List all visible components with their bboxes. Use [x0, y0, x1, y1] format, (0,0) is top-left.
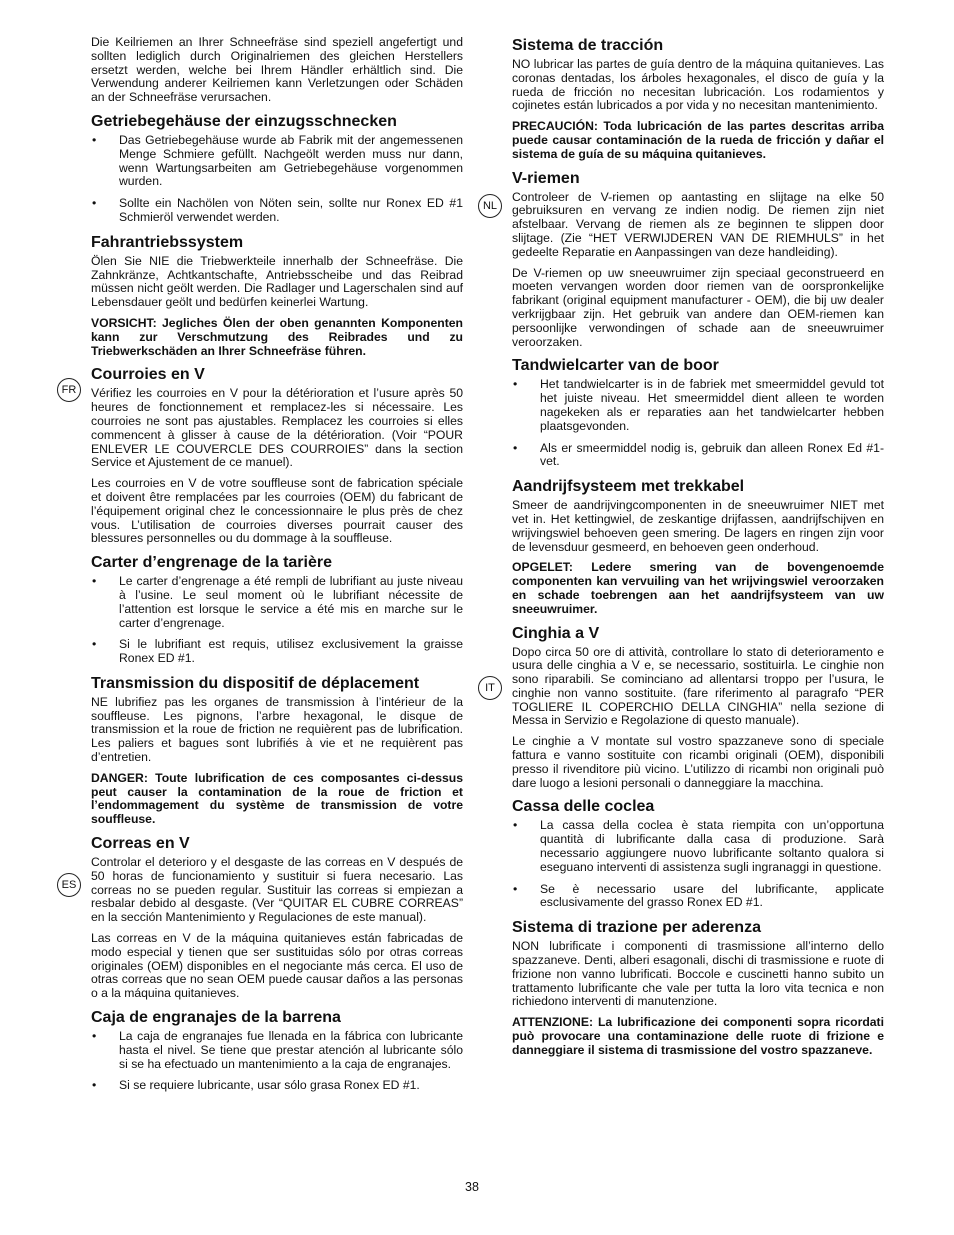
section-es-belts [91, 834, 463, 1001]
section-fr-belts [91, 365, 463, 546]
section-title: Sistema di trazione per aderenza [512, 919, 761, 937]
warning-paragraph: VORSICHT: Jegliches Ölen der oben genannten Komponenten kann zur Verschmutzung des Reibrades und zu Triebwerkschäden an Ihrer Schneefräse führen. [91, 315, 463, 358]
list-item: • Si se requiere lubricante, usar sólo grasa Ronex ED #1. [92, 1078, 420, 1093]
language-badge-nl: NL [478, 194, 502, 218]
paragraph: Le cinghie a V montate sul vostro spazzaneve sono di speciale fattura e vanno sostituite con ricambi originali (OEM), disponibili presso il rivenditore più vicino. L’utilizzo di ricambi non originali può dare luogo a lesioni personali o danneggiare la macchina. [512, 734, 884, 790]
section-title: Carter d’engrenage de la tarière [91, 554, 332, 572]
paragraph: Ölen Sie NIE die Triebwerkteile innerhalb der Schneefräse. Die Zahnkränze, Achtkantschafte, Antriebsscheibe und das Reibrad müssen nicht geölt werden. Die Radlager und Lagerschalen sind auf Lebensdauer geölt und bedürfen keinerlei Wartung. [91, 253, 463, 310]
section-nl-belts [512, 169, 884, 350]
paragraph: NON lubrificate i componenti di trasmissione all’interno dello spazzaneve. Denti, alberi esagonali, dischi di trasmissione e ruote di frizione non vanno lubrificati. Boccole e cuscinetti hanno subito un trattamento lubrificante che vale per tutta la loro vita tecnica e non richiedono interventi di manutenzione. [512, 939, 884, 1009]
section-title: Fahrantriebssystem [91, 233, 244, 251]
paragraph: Controleer de V-riemen op aantasting en slijtage na elke 50 gebruiksuren en vervang ze indien nodig. De riemen zijn niet afstelbaar. Vervang de riemen als ze beginnen te slippen door slijtage. (Zie “HET VERWIJDEREN VAN DE RIEMHULS” in het gedeelte Reparatie en Aanpassingen van deze handleiding). [512, 189, 884, 259]
list-item: • Als er smeermiddel nodig is, gebruik dan alleen Ronex Ed #1-vet. [513, 440, 884, 469]
right-column [512, 36, 884, 1065]
section-fr-gear [91, 553, 463, 666]
bullet-list [91, 1030, 463, 1093]
warning-paragraph: DANGER: Toute lubrification de ces composantes ci-dessus peut causer la contamination de la roue de friction et l’endommagement du système de transmission de votre souffleuse. [91, 770, 463, 827]
warning-paragraph: OPGELET: Ledere smering van de bovengenoemde componenten kan vervuiling van het wrijvingswiel veroorzaken en schade toebrengen aan het aandrijfsysteem van uw sneeuwruimer. [512, 560, 884, 616]
section-title: Getriebegehäuse der einzugsschnecken [91, 112, 397, 130]
section-title: V-riemen [512, 169, 580, 187]
section-title: Cinghia a V [512, 624, 600, 642]
bullet-icon: • [92, 196, 97, 211]
section-it-gear [512, 797, 884, 910]
bullet-list [91, 134, 463, 225]
list-item: • Het tandwielcarter is in de fabriek met smeermiddel gevuld tot het juiste niveau. Het smeermiddel dient alleen te worden nagekeken als er reparaties aan het tandwielcarter hebben plaatsgevonden. [513, 377, 884, 433]
section-es-gear [91, 1008, 463, 1093]
bullet-icon: • [92, 132, 97, 147]
section-title: Cassa delle coclea [512, 798, 655, 816]
paragraph: NE lubrifiez pas les organes de transmission à l’intérieur de la souffleuse. Les pignons, l’arbre hexagonal, le disque de transmission et la roue de friction ne requièrent pas de lubrification. Les paliers et bagues sont lubrifiés à vie et ne requièrent pas d’entretien. [91, 694, 463, 765]
section-nl-drive [512, 477, 884, 616]
section-it-drive [512, 918, 884, 1057]
list-item: • Le carter d’engrenage a été rempli de lubrifiant au juste niveau à l’usine. Le seul moment où le lubrifiant nécessite de l’attention est lorsque le service a été mis en marche sur le carter d’engrenage. [92, 574, 463, 630]
section-title: Transmission du dispositif de déplacement [91, 674, 420, 692]
section-de-drive [91, 233, 463, 359]
section-nl-gear [512, 356, 884, 469]
warning-paragraph: PRECAUCIÓN: Toda lubricación de las partes descritas arriba puede causar contaminación de la rueda de fricción y dañar el sistema de guía de su máquina quitanieves. [512, 119, 884, 161]
bullet-icon: • [513, 818, 518, 833]
paragraph: Vérifiez les courroies en V pour la détérioration et l’usure après 50 heures de fonctionnement et remplacez-les si nécessaire. Les courroies ne sont pas ajustables. Remplacez les courroies si elles commencent à glisser à cause de la détérioration. (Voir “POUR ENLEVER LE COUVERCLE DES COURROIES” dans la section Service et Ajustement de ce manuel). [91, 386, 463, 470]
bullet-icon: • [513, 440, 518, 455]
bullet-icon: • [513, 377, 518, 392]
bullet-icon: • [92, 637, 97, 652]
paragraph: Les courroies en V de votre souffleuse sont de fabrication spéciale et doivent être remplacées par les courroies (OEM) du fabricant de l’équipement original chez le concessionnaire le plus près de chez vous. L’utilisation de courroies diverses pourrait causer des blessures personnelles ou du dommage à la souffleuse. [91, 476, 463, 546]
bullet-list [512, 378, 884, 469]
paragraph: NO lubricar las partes de guía dentro de la máquina quitanieves. Las coronas dentadas, los árboles hexagonales, el disco de guía y la rueda de fricción no necesitan lubricación. Los rodamientos y cojinetes están lubricados a por vida y no necesitan mantenimiento. [512, 57, 884, 113]
list-item: • Si le lubrifiant est requis, utilisez exclusivement la graisse Ronex ED #1. [92, 637, 463, 666]
language-badge-es: ES [57, 873, 81, 897]
section-it-belts [512, 624, 884, 791]
left-column [91, 36, 463, 1101]
paragraph: Controlar el deterioro y el desgaste de las correas en V después de 50 horas de funcionamiento y sustituir si fuera necesario. Las correas no se pueden regular. Sustituir las correas si empiezan a resbalar debido al desgaste. (Ver “QUITAR EL CUBRE CORREAS” en la sección Mantenimiento y Regulaciones de este manual). [91, 855, 463, 925]
language-badge-fr: FR [57, 378, 81, 402]
list-item: • Sollte ein Nachölen von Nöten sein, sollte nur Ronex ED #1 Schmieröl verwendet werden. [92, 196, 463, 224]
section-title: Tandwielcarter van de boor [512, 357, 719, 375]
section-title: Courroies en V [91, 366, 205, 384]
paragraph: Smeer de aandrijvingcomponenten in de sneeuwruimer NIET met vet in. Het kettingwiel, de zeskantige drijfassen, aandrijfschijven en wrijvingswiel behoeven geen smering. De lagers en ringen zijn voor de levensduur gesmeerd, en behoeven geen onderhoud. [512, 498, 884, 554]
bullet-icon: • [92, 1029, 97, 1044]
paragraph: Dopo circa 50 ore di attività, controllare lo stato di deterioramento e usura delle cinghia a V e, se necessario, sostituirla. Le cinghie non sono riparabili. Se cominciano ad allentarsi troppo per l’usura, le cinghie non vanno sostituite. (fare riferimento al paragrafo “PER TOGLIERE IL COPERCHIO DELLA CINGHIA” nella sezione di Messa in Servizio e Regolazione di questo manuale). [512, 644, 884, 728]
bullet-list [91, 575, 463, 666]
section-es-drive [512, 36, 884, 162]
section-de-gear [91, 112, 463, 225]
section-title: Aandrijfsysteem met trekkabel [512, 478, 745, 496]
intro-paragraph: Die Keilriemen an Ihrer Schneefräse sind speziell angefertigt und sollten lediglich durch Originalriemen des gleichen Herstellers ersetzt werden, welche bei Ihrem Händler erhältlich sind. Die Verwendung anderer Keilriemen kann Verletzungen oder Schäden an der Schneefräse verursachen. [91, 35, 463, 105]
section-title: Sistema de tracción [512, 37, 664, 54]
section-title: Correas en V [91, 835, 190, 853]
bullet-icon: • [92, 1078, 97, 1093]
language-badge-it: IT [478, 676, 502, 700]
section-fr-drive [91, 674, 463, 827]
bullet-icon: • [513, 881, 518, 896]
paragraph: Las correas en V de la máquina quitanieves están fabricadas de modo especial y tienen que ser sustituidas sólo por otras correas originales (OEM) disponibles en el negociante más cerca. El uso de otras correas que no sean OEM puede causar daños a las personas o a la máquina quitanieves. [91, 931, 463, 1001]
list-item: • Das Getriebegehäuse wurde ab Fabrik mit der angemessenen Menge Schmiere gefüllt. Nachgeölt werden muss nur dann, wenn Wartungsarbeiten am Getriebegehäuse vorgenommen wurden. [92, 132, 463, 189]
list-item: • La caja de engranajes fue llenada en la fábrica con lubricante hasta el nivel. Se tiene que prestar atención al lubricante sólo si se ha efectuado un mantenimiento a la caja de engranajes. [92, 1029, 463, 1071]
paragraph: De V-riemen op uw sneeuwruimer zijn speciaal geconstrueerd en moeten vervangen worden door riemen van de oorspronkelijke fabrikant (original equipment manufacturer - OEM), die bij uw dealer verkrijgbaar zijn. Het gebruik van andere dan OEM-riemen kan persoonlijke verwondingen of schade aan de sneeuwruimer veroorzaken. [512, 265, 884, 349]
list-item: • La cassa della coclea è stata riempita con un’opportuna quantità di lubrificante dalla casa di produzione. Sarà necessario aggiungere nuovo lubrificante soltanto qualora si eseguano interventi di assistenza sugli ingranaggi in questione. [513, 818, 884, 874]
warning-paragraph: ATTENZIONE: La lubrificazione dei componenti sopra ricordati può provocare una contaminazione delle ruote di frizione e danneggiare il sistema di trasmissione del vostro spazzaneve. [512, 1015, 884, 1057]
bullet-list [512, 819, 884, 910]
section-title: Caja de engranajes de la barrena [91, 1009, 341, 1027]
bullet-icon: • [92, 574, 97, 589]
page-number: 38 [465, 1180, 479, 1194]
list-item: • Se è necessario usare del lubrificante, applicate esclusivamente del grasso Ronex ED #1. [513, 881, 884, 910]
